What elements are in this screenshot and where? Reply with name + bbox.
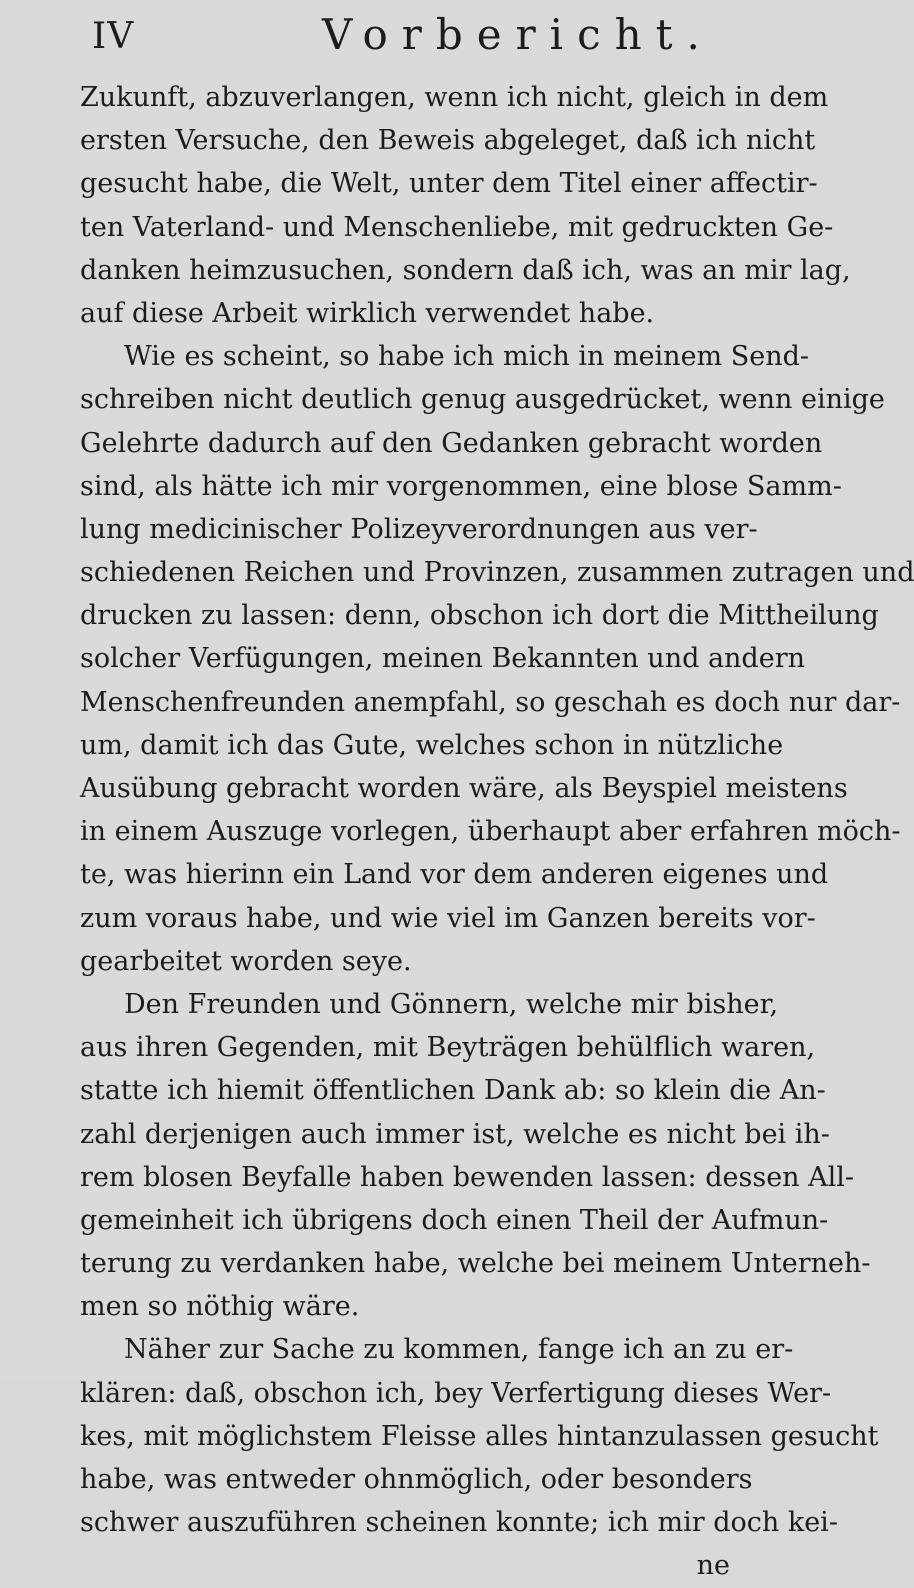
text-line: terung zu verdanken habe, welche bei meinem Unterneh- bbox=[80, 1248, 871, 1280]
text-line: ten Vaterland- und Menschenliebe, mit gedruckten Ge- bbox=[80, 211, 834, 243]
text-line: klären: daß, obschon ich, bey Verfertigung dieses Wer- bbox=[80, 1377, 832, 1409]
text-line: Zukunft, abzuverlangen, wenn ich nicht, gleich in dem bbox=[80, 82, 829, 113]
text-line: lung medicinischer Polizeyverordnungen aus ver- bbox=[80, 513, 758, 545]
text-line: Gelehrte dadurch auf den Gedanken gebracht worden bbox=[80, 427, 823, 459]
text-line: Näher zur Sache zu kommen, fange ich an zu er- bbox=[124, 1334, 794, 1366]
text-line: danken heimzusuchen, sondern daß ich, was an mir lag, bbox=[80, 254, 851, 286]
text-line: auf diese Arbeit wirklich verwendet habe. bbox=[80, 297, 655, 329]
text-line: statte ich hiemit öffentlichen Dank ab: so klein die An- bbox=[80, 1075, 826, 1107]
text-line: men so nöthig wäre. bbox=[80, 1291, 360, 1323]
text-line: schiedenen Reichen und Provinzen, zusammen zutragen und bbox=[80, 557, 914, 589]
text-line: ersten Versuche, den Beweis abgeleget, daß ich nicht bbox=[80, 125, 816, 157]
text-line: Den Freunden und Gönnern, welche mir bisher, bbox=[124, 988, 779, 1020]
text-line: in einem Auszuge vorlegen, überhaupt aber erfahren möch- bbox=[80, 816, 901, 848]
text-line: gemeinheit ich übrigens doch einen Theil der Aufmun- bbox=[80, 1204, 829, 1236]
text-line: um, damit ich das Gute, welches schon in nützliche bbox=[80, 729, 784, 761]
text-line: gearbeitet worden seye. bbox=[80, 945, 412, 977]
text-line: sind, als hätte ich mir vorgenommen, eine blose Samm- bbox=[80, 470, 842, 502]
page-number: IV bbox=[92, 16, 135, 57]
body-text bbox=[80, 76, 914, 1588]
text-line: Wie es scheint, so habe ich mich in meinem Send- bbox=[124, 341, 810, 373]
text-line: habe, was entweder ohnmöglich, oder besonders bbox=[80, 1464, 753, 1495]
text-line: aus ihren Gegenden, mit Beyträgen behülflich waren, bbox=[80, 1032, 816, 1064]
text-line: zahl derjenigen auch immer ist, welche es nicht bei ih- bbox=[80, 1118, 830, 1150]
running-title: Vorbericht. bbox=[322, 10, 714, 59]
text-line: drucken zu lassen: denn, obschon ich dort die Mittheilung bbox=[80, 600, 879, 632]
text-line: zum voraus habe, und wie viel im Ganzen bereits vor- bbox=[80, 902, 816, 934]
text-line: kes, mit möglichstem Fleisse alles hintanzulassen gesucht bbox=[80, 1420, 879, 1452]
text-line: rem blosen Beyfalle haben bewenden lassen: dessen All- bbox=[80, 1161, 855, 1193]
catchword: ne bbox=[696, 1550, 730, 1582]
page-header bbox=[92, 10, 732, 70]
text-line: schreiben nicht deutlich genug ausgedrücket, wenn einige bbox=[80, 384, 885, 416]
text-line: te, was hierinn ein Land vor dem anderen eigenes und bbox=[80, 859, 829, 891]
text-line: solcher Verfügungen, meinen Bekannten und andern bbox=[80, 643, 805, 675]
text-line: gesucht habe, die Welt, unter dem Titel einer affectir- bbox=[80, 168, 818, 200]
text-line: Menschenfreunden anempfahl, so geschah es doch nur dar- bbox=[80, 686, 901, 718]
text-line: schwer auszuführen scheinen konnte; ich mir doch kei- bbox=[80, 1507, 838, 1539]
text-line: Ausübung gebracht worden wäre, als Beyspiel meistens bbox=[80, 773, 848, 804]
